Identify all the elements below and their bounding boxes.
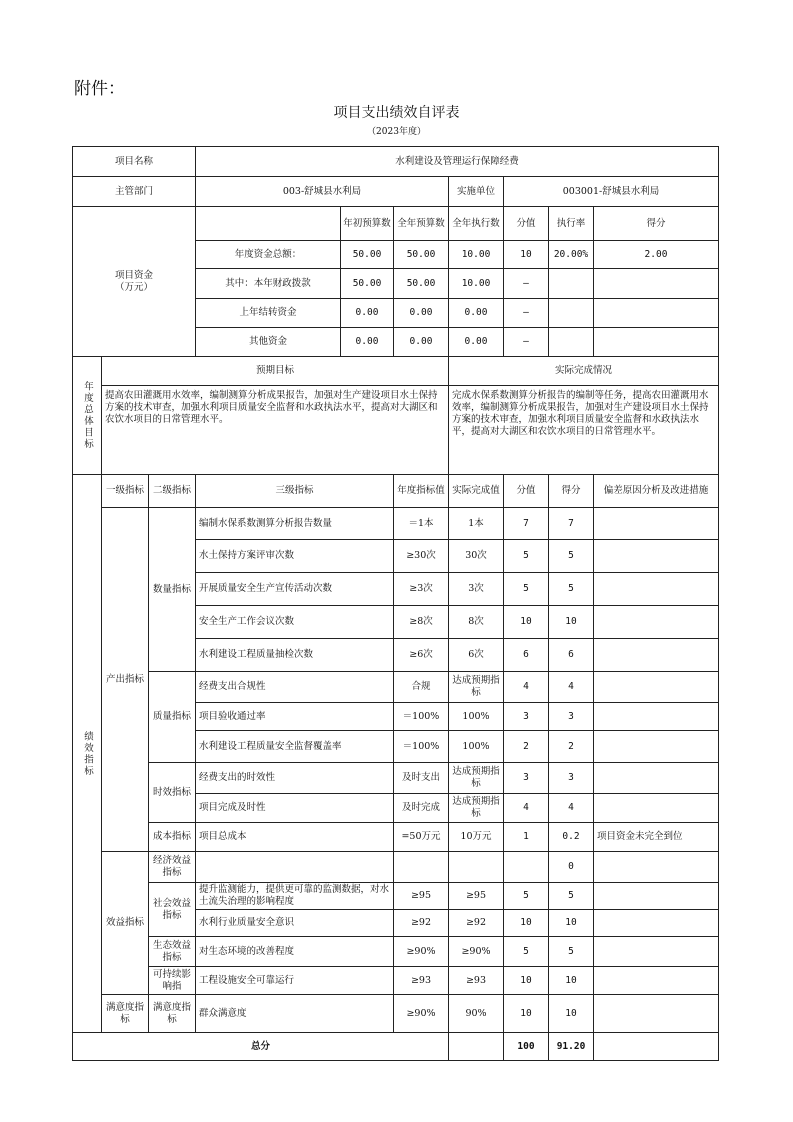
indicator-score: 10 — [548, 966, 594, 995]
funds-header-3: 分值 — [503, 206, 549, 241]
funds-row-rate — [548, 268, 594, 299]
perf-header-0: 一级指标 — [101, 474, 149, 508]
goals-label: 年度总体目标 — [72, 356, 102, 475]
indicator-actual: 达成预期指标 — [448, 671, 504, 703]
impl-value: 003001-舒城县水利局 — [503, 176, 719, 207]
indicator-name: 工程设施安全可靠运行 — [195, 966, 394, 995]
goals-actual-header: 实际完成情况 — [448, 356, 719, 386]
indicator-value: 3 — [503, 762, 549, 794]
level2-5: 社会效益指标 — [148, 882, 196, 937]
attachment-label: 附件： — [74, 79, 125, 99]
indicator-target: ≥95 — [393, 882, 449, 910]
funds-header-2: 全年执行数 — [448, 206, 504, 241]
indicator-actual — [448, 851, 504, 883]
indicator-target: ≥92 — [393, 909, 449, 937]
indicator-name: 开展质量安全生产宣传活动次数 — [195, 572, 394, 606]
indicator-target: =50万元 — [393, 822, 449, 852]
goals-expected-header: 预期目标 — [101, 356, 449, 386]
indicator-name: 水利行业质量安全意识 — [195, 909, 394, 937]
indicator-value: 7 — [503, 507, 549, 540]
perf-header-6: 得分 — [548, 474, 594, 508]
indicator-name: 提升监测能力，提供更可靠的监测数据，对水土流失治理的影响程度 — [195, 882, 394, 910]
total-score: 91.20 — [548, 1032, 594, 1061]
level2-0: 数量指标 — [148, 507, 196, 672]
indicator-actual: 6次 — [448, 638, 504, 672]
indicator-reason — [593, 507, 719, 540]
indicator-target: ≥90% — [393, 994, 449, 1033]
indicator-name: 安全生产工作会议次数 — [195, 605, 394, 639]
indicator-value: 10 — [503, 966, 549, 995]
indicator-score: 10 — [548, 994, 594, 1033]
funds-row-rate — [548, 298, 594, 328]
perf-header-4: 实际完成值 — [448, 474, 504, 508]
perf-header-3: 年度指标值 — [393, 474, 449, 508]
funds-row-name: 其他资金 — [195, 327, 341, 357]
funds-row-executed: 10.00 — [448, 240, 504, 269]
indicator-score: 5 — [548, 572, 594, 606]
indicator-value: 5 — [503, 882, 549, 910]
dept-value: 003-舒城县水利局 — [195, 176, 449, 207]
indicator-target: 及时支出 — [393, 762, 449, 794]
indicator-actual: ≥92 — [448, 909, 504, 937]
indicator-score: 5 — [548, 936, 594, 967]
funds-row-score_value: — — [503, 268, 549, 299]
indicator-actual: 3次 — [448, 572, 504, 606]
total-blank — [448, 1032, 504, 1061]
indicator-target: ＝100% — [393, 702, 449, 731]
funds-header-1: 全年预算数 — [393, 206, 449, 241]
funds-row-annual: 0.00 — [393, 298, 449, 328]
indicator-actual: 8次 — [448, 605, 504, 639]
indicator-target: 及时完成 — [393, 793, 449, 823]
indicator-value: 5 — [503, 936, 549, 967]
indicator-reason — [593, 851, 719, 883]
total-value: 100 — [503, 1032, 549, 1061]
indicator-score: 5 — [548, 882, 594, 910]
indicator-reason — [593, 994, 719, 1033]
level2-6: 生态效益指标 — [148, 936, 196, 967]
level1-satisfaction: 满意度指标 — [101, 994, 149, 1033]
level1-output: 产出指标 — [101, 507, 149, 852]
indicator-reason — [593, 909, 719, 937]
indicator-target: ＝1本 — [393, 507, 449, 540]
indicator-actual: 30次 — [448, 539, 504, 573]
indicator-score: 4 — [548, 671, 594, 703]
indicator-score: 10 — [548, 605, 594, 639]
indicator-target: ＝100% — [393, 730, 449, 763]
indicator-value: 1 — [503, 822, 549, 852]
indicator-value: 10 — [503, 605, 549, 639]
funds-label: 项目资金 （万元） — [72, 206, 196, 357]
funds-row-name: 年度资金总额： — [195, 240, 341, 269]
indicator-actual: 100% — [448, 730, 504, 763]
indicator-actual: ≥95 — [448, 882, 504, 910]
project-name-value: 水利建设及管理运行保障经费 — [195, 146, 719, 177]
funds-row-annual: 50.00 — [393, 240, 449, 269]
indicator-reason — [593, 702, 719, 731]
indicator-score: 0.2 — [548, 822, 594, 852]
indicator-reason — [593, 671, 719, 703]
indicator-score: 10 — [548, 909, 594, 937]
funds-row-executed: 10.00 — [448, 268, 504, 299]
indicator-name: 项目总成本 — [195, 822, 394, 852]
level2-4: 经济效益指标 — [148, 851, 196, 883]
indicator-reason — [593, 936, 719, 967]
indicator-value: 5 — [503, 572, 549, 606]
funds-row-score_value: — — [503, 298, 549, 328]
indicator-score: 3 — [548, 762, 594, 794]
indicator-reason — [593, 762, 719, 794]
indicator-value — [503, 851, 549, 883]
funds-row-score — [593, 327, 719, 357]
indicator-value: 4 — [503, 671, 549, 703]
indicator-target — [393, 851, 449, 883]
indicator-score: 0 — [548, 851, 594, 883]
indicator-actual: 90% — [448, 994, 504, 1033]
indicator-reason: 项目资金未完全到位 — [593, 822, 719, 852]
funds-row-rate — [548, 327, 594, 357]
project-name-label: 项目名称 — [72, 146, 196, 177]
indicator-score: 6 — [548, 638, 594, 672]
perf-header-2: 三级指标 — [195, 474, 394, 508]
indicator-value: 2 — [503, 730, 549, 763]
funds-row-initial: 0.00 — [340, 327, 394, 357]
indicator-score: 7 — [548, 507, 594, 540]
indicator-name: 水土保持方案评审次数 — [195, 539, 394, 573]
level2-7: 可持续影响指 — [148, 966, 196, 995]
goals-actual-text: 完成水保系数测算分析报告的编制等任务，提高农田灌溉用水效率，编制测算分析成果报告，加强对生产建设项目水土保持方案的技术审查，加强水利项目质量安全监督和水政执法水平，提高对大湖区和农饮水项目的日常管理水平。 — [448, 385, 719, 475]
funds-header-5: 得分 — [593, 206, 719, 241]
indicator-actual: 10万元 — [448, 822, 504, 852]
funds-row-name: 其中：本年财政拨款 — [195, 268, 341, 299]
indicator-reason — [593, 605, 719, 639]
level2-8: 满意度指标 — [148, 994, 196, 1033]
indicator-reason — [593, 730, 719, 763]
funds-row-rate: 20.00% — [548, 240, 594, 269]
funds-row-score: 2.00 — [593, 240, 719, 269]
report-year: （2023年度） — [367, 127, 426, 137]
indicator-value: 6 — [503, 638, 549, 672]
indicator-score: 2 — [548, 730, 594, 763]
indicator-reason — [593, 966, 719, 995]
indicator-actual: 1本 — [448, 507, 504, 540]
funds-row-score — [593, 268, 719, 299]
indicator-name: 水利建设工程质量安全监督覆盖率 — [195, 730, 394, 763]
funds-row-score_value: — — [503, 327, 549, 357]
indicator-name: 项目完成及时性 — [195, 793, 394, 823]
indicator-name: 对生态环境的改善程度 — [195, 936, 394, 967]
indicator-reason — [593, 793, 719, 823]
indicator-actual: ≥90% — [448, 936, 504, 967]
indicator-reason — [593, 638, 719, 672]
goals-expected-text: 提高农田灌溉用水效率，编制测算分析成果报告，加强对生产建设项目水土保持方案的技术审查，加强水利项目质量安全监督和水政执法水平，提高对大湖区和农饮水项目的日常管理水平。 — [101, 385, 449, 475]
indicator-name — [195, 851, 394, 883]
indicator-score: 4 — [548, 793, 594, 823]
indicator-value: 5 — [503, 539, 549, 573]
indicator-actual: 达成预期指标 — [448, 762, 504, 794]
total-remark-blank — [593, 1032, 719, 1061]
indicator-actual: ≥93 — [448, 966, 504, 995]
indicator-target: 合规 — [393, 671, 449, 703]
indicator-value: 10 — [503, 909, 549, 937]
indicator-value: 4 — [503, 793, 549, 823]
impl-label: 实施单位 — [448, 176, 504, 207]
funds-header-0: 年初预算数 — [340, 206, 394, 241]
indicator-actual: 达成预期指标 — [448, 793, 504, 823]
indicator-reason — [593, 539, 719, 573]
indicator-score: 5 — [548, 539, 594, 573]
indicator-score: 3 — [548, 702, 594, 731]
funds-header-blank — [195, 206, 341, 241]
indicator-actual: 100% — [448, 702, 504, 731]
funds-row-annual: 50.00 — [393, 268, 449, 299]
indicator-name: 经费支出合规性 — [195, 671, 394, 703]
indicator-value: 3 — [503, 702, 549, 731]
indicator-target: ≥8次 — [393, 605, 449, 639]
funds-row-executed: 0.00 — [448, 298, 504, 328]
perf-header-7: 偏差原因分析及改进措施 — [593, 474, 719, 508]
funds-row-score_value: 10 — [503, 240, 549, 269]
indicator-value: 10 — [503, 994, 549, 1033]
indicator-target: ≥30次 — [393, 539, 449, 573]
level1-benefit: 效益指标 — [101, 851, 149, 995]
funds-row-name: 上年结转资金 — [195, 298, 341, 328]
level2-2: 时效指标 — [148, 762, 196, 823]
indicator-name: 水利建设工程质量抽检次数 — [195, 638, 394, 672]
indicator-target: ≥3次 — [393, 572, 449, 606]
indicator-reason — [593, 572, 719, 606]
level2-3: 成本指标 — [148, 822, 196, 852]
indicator-reason — [593, 882, 719, 910]
indicator-name: 编制水保系数测算分析报告数量 — [195, 507, 394, 540]
indicator-name: 经费支出的时效性 — [195, 762, 394, 794]
level2-1: 质量指标 — [148, 671, 196, 763]
funds-row-initial: 0.00 — [340, 298, 394, 328]
perf-header-5: 分值 — [503, 474, 549, 508]
funds-header-4: 执行率 — [548, 206, 594, 241]
indicator-name: 群众满意度 — [195, 994, 394, 1033]
indicator-target: ≥6次 — [393, 638, 449, 672]
indicator-target: ≥93 — [393, 966, 449, 995]
perf-header-1: 二级指标 — [148, 474, 196, 508]
funds-row-annual: 0.00 — [393, 327, 449, 357]
funds-row-initial: 50.00 — [340, 268, 394, 299]
funds-row-executed: 0.00 — [448, 327, 504, 357]
funds-row-score — [593, 298, 719, 328]
page-title: 项目支出绩效自评表 — [333, 105, 460, 121]
total-label: 总分 — [72, 1032, 449, 1061]
dept-label: 主管部门 — [72, 176, 196, 207]
funds-row-initial: 50.00 — [340, 240, 394, 269]
indicator-target: ≥90% — [393, 936, 449, 967]
indicator-name: 项目验收通过率 — [195, 702, 394, 731]
perf-label: 绩效指标 — [72, 474, 102, 1033]
